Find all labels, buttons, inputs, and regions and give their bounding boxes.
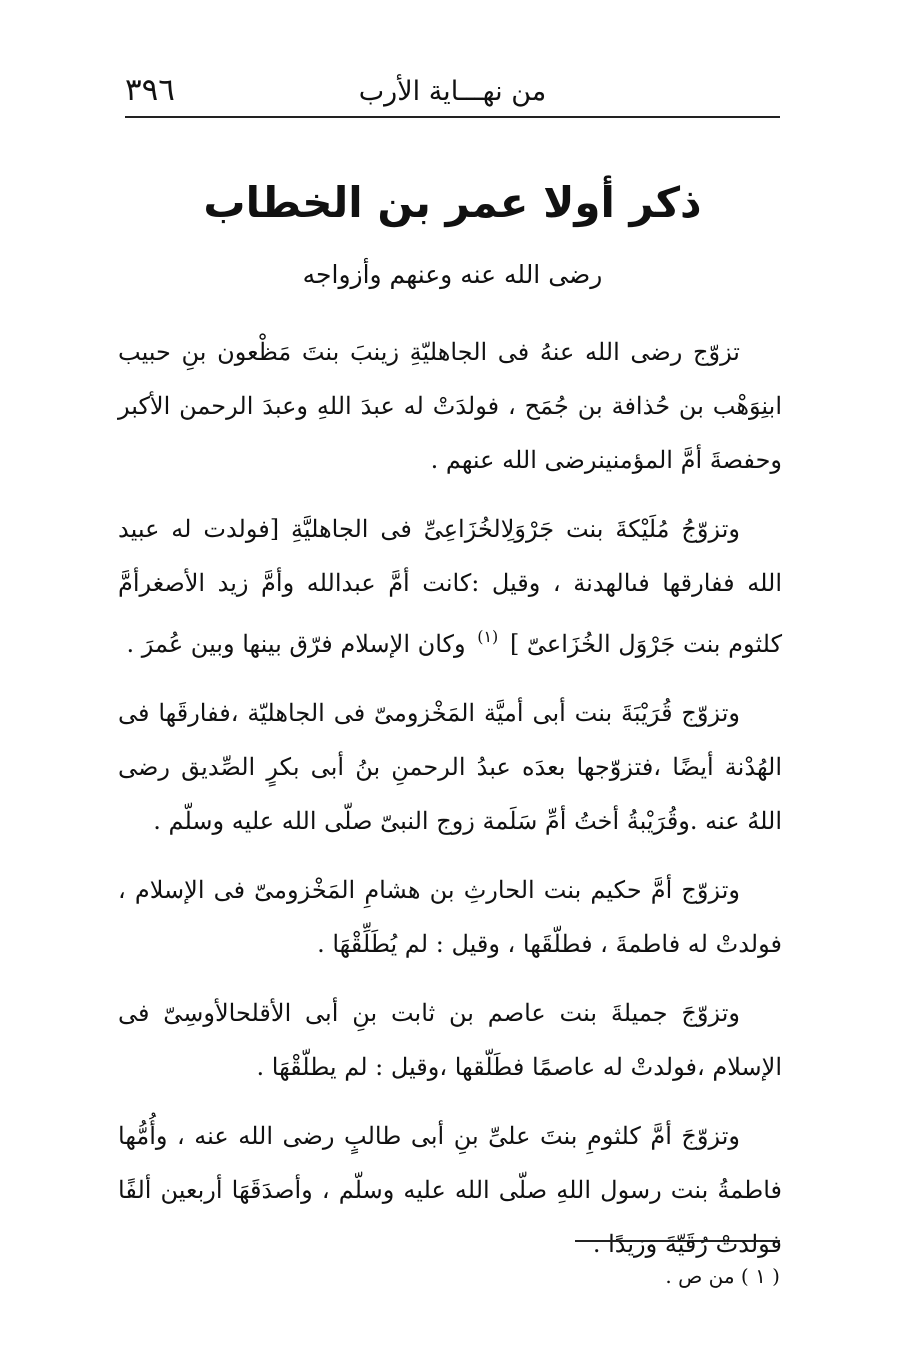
paragraph-quraiba: وتزوّج قُرَيْبَةَ بنت أبى أميَّة المَخْزومىّ فى الجاهليّة ،ففارقَها فى الهُدْنة أيضًا ،فتزوّجها بعدَه عبدُ الرحمنِ بنُ أبى بكرٍ الصِّديق رضى اللهُ عنه .وقُرَيْبةُ أختُ أمِّ سَلَمة زوج النبىّ صلّى الله عليه وسلّم . [118,699,782,835]
paragraph-umm-hakim: وتزوّج أمَّ حكيم بنت الحارثِ بن هشامِ المَخْزومىّ فى الإسلام ، فولدتْ له فاطمةَ ، فطلّقَها ، وقيل : لم يُطَلِّقْهَا . [118,876,782,958]
footnote-reference[interactable]: (١) [477,627,499,646]
paragraph-mulaika-text: وتزوّجُ مُلَيْكةَ بنت جَرْوَلِالخُزَاعِىِّ فى الجاهليَّةِ [فولدت له عبيد الله ففارقها فىالهدنة ، وقيل :كانت أمَّ عبدالله وأمَّ زيد الأصغرأمَّ كلثوم بنت جَرْوَل الخُزَاعىّ ] [118,515,782,658]
paragraph-umm-kulthum: وتزوّجَ أمَّ كلثومِ بنتَ علىِّ بنِ أبى طالبٍ رضى الله عنه ، وأُمُّها فاطمةُ بنت رسول اللهِ صلّى الله عليه وسلّم ، وأصدَقَهَا أربعين ألفًا فولدتْ رُقَيّةَ وزيدًا . [118,1122,782,1258]
page-number: ٣٩٦ [125,72,175,108]
chapter-subtitle: رضى الله عنه وعنهم وأزواجه [302,260,603,289]
paragraph-mulaika-continuation: وكان الإسلام فرّق بينها وبين عُمرَ . [126,630,466,658]
page-header [125,66,780,118]
main-text [118,325,782,1279]
paragraph-zainab: تزوّج رضى الله عنهُ فى الجاهليّةِ زينبَ بنتَ مَظْعون بنِ حبيب ابنِوَهْب بن حُذافة بن جُمَح ، فولدَتْ له عبدَ اللهِ وعبدَ الرحمن الأكبر وحفصةَ أمَّ المؤمنينرضى الله عنهم . [118,338,782,474]
footnote-text: ( ١ ) من ص . [665,1264,780,1288]
chapter-title: ذكر أولا عمر بن الخطاب [203,178,702,227]
footnote-divider [575,1240,780,1242]
paragraph-mulaika [118,502,782,671]
running-title: من نهـــاية الأرب [358,76,547,107]
paragraph-jamila: وتزوّجَ جميلةَ بنت عاصم بن ثابت بنِ أبى الأقلحالأوسِىّ فى الإسلام ،فولدتْ له عاصمًا فطَلّقها ،وقيل : لم يطلّقْهَا . [118,999,782,1081]
